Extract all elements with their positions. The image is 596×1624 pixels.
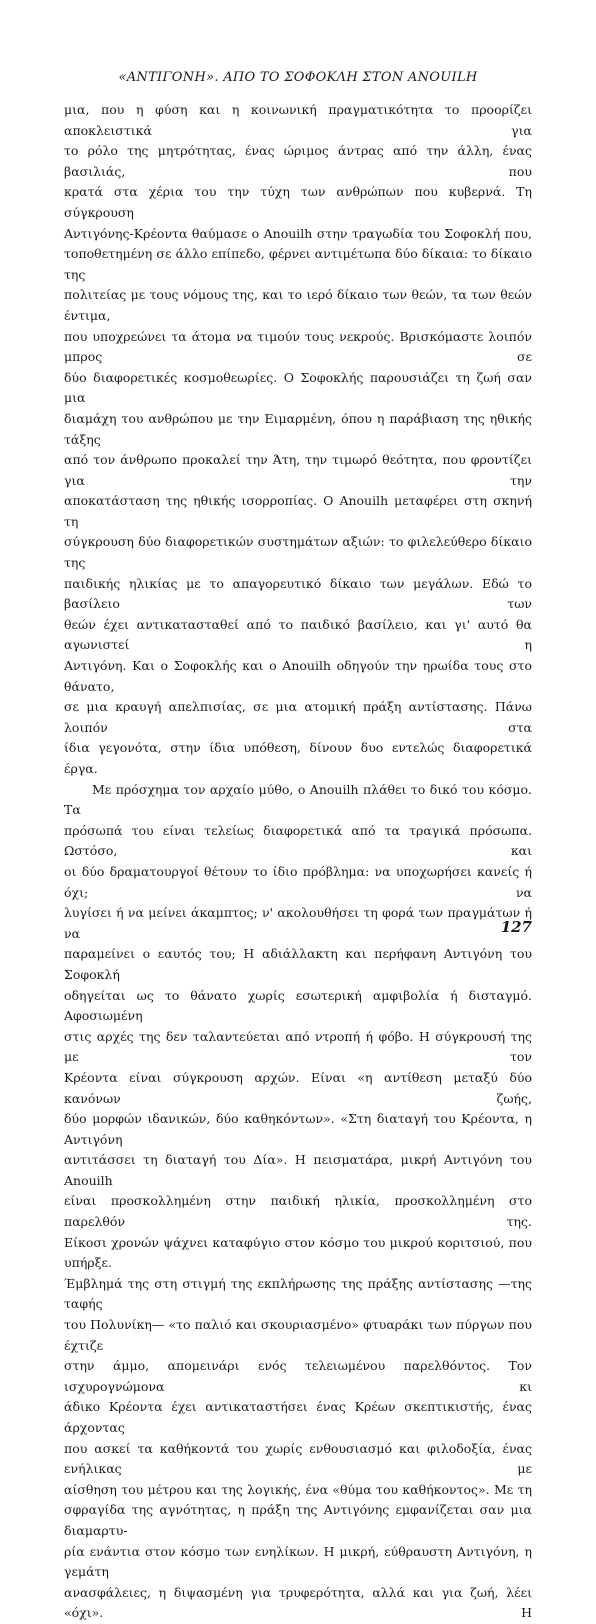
text-line: πολιτείας με τους νόμους της, και το ιερό δίκαιο των θεών, τα των θεών έντιμα,	[64, 287, 532, 323]
text-line: Κρέοντα είναι σύγκρουση αρχών. Είναι «η αντίθεση μεταξύ δύο κανόνων ζωής,	[64, 1069, 532, 1106]
text-line: που ασκεί τα καθήκοντά του χωρίς ενθουσιασμό και φιλοδοξία, ένας ενήλικας με	[64, 1440, 532, 1477]
text-line: του Πολυνίκη— «το παλιό και σκουριασμένο» φτυαράκι των πύργων που έχτιζε	[64, 1317, 532, 1353]
text-line: που υποχρεώνει τα άτομα να τιμούν τους νεκρούς. Βρισκόμαστε λοιπόν μπρος σε	[64, 328, 532, 365]
text-line: άδικο Κρέοντα έχει αντικαταστήσει ένας Κρέων σκεπτικιστής, ένας άρχοντας	[64, 1399, 532, 1435]
text-line: αντιτάσσει τη διαταγή του Δία». Η πεισματάρα, μικρή Αντιγόνη του Anouilh	[64, 1152, 532, 1188]
text-line: αποκατάσταση της ηθικής ισορροπίας. Ο Anouilh μεταφέρει στη σκηνή τη	[64, 493, 532, 529]
text-line: ανασφάλειες, η διψασμένη για τρυφερότητα, αλλά και για ζωή, λέει «όχι». Η	[64, 1584, 532, 1621]
text-line: Είκοσι χρονών ψάχνει καταφύγιο στον κόσμο του μικρού κοριτσιού, που υπήρξε.	[64, 1234, 532, 1271]
text-line: το ρόλο της μητρότητας, ένας ώριμος άντρας από την άλλη, ένας βασιλιάς, που	[64, 143, 532, 179]
text-line: Αντιγόνης-Κρέοντα θαύμασε ο Anouilh στην τραγωδία του Σοφοκλή που,	[64, 225, 532, 241]
text-line: τοποθετημένη σε άλλο επίπεδο, φέρνει αντιμέτωπα δύο δίκαια: το δίκαιο της	[64, 246, 532, 282]
running-head: «ΑΝΤΙΓΟΝΗ». ΑΠΟ ΤΟ ΣΟΦΟΚΛΗ ΣΤΟΝ ANOUILH	[118, 70, 478, 85]
text-line: ίδια γεγονότα, στην ίδια υπόθεση, δίνουν δυο εντελώς διαφορετικά έργα.	[64, 740, 532, 776]
text-line: δύο μορφών ιδανικών, δύο καθηκόντων». «Στη διαταγή του Κρέοντα, η Αντιγόνη	[64, 1111, 532, 1147]
text-line: παιδικής ηλικίας με το απαγορευτικό δίκαιο των μεγάλων. Εδώ το βασίλειο των	[64, 575, 532, 612]
text-line: πρόσωπά του είναι τελείως διαφορετικά από τα τραγικά πρόσωπα. Ωστόσο, και	[64, 822, 532, 859]
body-text	[64, 100, 532, 1624]
paragraph-1	[64, 100, 532, 780]
text-line: οι δύο δραματουργοί θέτουν το ίδιο πρόβλημα: να υποχωρήσει κανείς ή όχι; να	[64, 863, 532, 900]
text-line: κρατά στα χέρια του την τύχη των ανθρώπων που κυβερνά. Τη σύγκρουση	[64, 184, 532, 220]
text-line: αίσθηση του μέτρου και της λογικής, ένα «θύμα του καθήκοντος». Με τη	[64, 1481, 532, 1497]
text-line: οδηγείται ως το θάνατο χωρίς εσωτερική αμφιβολία ή δισταγμό. Αφοσιωμένη	[64, 987, 532, 1024]
text-line: σε μια κραυγή απελπισίας, σε μια ατομική πράξη αντίστασης. Πάνω λοιπόν στα	[64, 699, 532, 735]
page-number: 127	[500, 918, 532, 936]
text-line: διαμάχη του ανθρώπου με την Ειμαρμένη, όπου η παράβιαση της ηθικής τάξης	[64, 410, 532, 447]
text-line: ρία ενάντια στον κόσμο των ενηλίκων. Η μικρή, εύθραυστη Αντιγόνη, η γεμάτη	[64, 1543, 532, 1580]
text-line: θεών έχει αντικατασταθεί από το παιδικό βασίλειο, και γι' αυτό θα αγωνιστεί η	[64, 616, 532, 653]
text-line: μια, που η φύση και η κοινωνική πραγματικότητα το προορίζει αποκλειστικά για	[64, 102, 532, 138]
text-line: στην άμμο, απομεινάρι ενός τελειωμένου παρελθόντος. Τον ισχυρογνώμονα κι	[64, 1358, 532, 1394]
text-line: Έμβλημά της στη στιγμή της εκπλήρωσης της πράξης αντίστασης —της ταφής	[64, 1275, 532, 1312]
paragraph-2	[64, 780, 532, 1624]
text-line: είναι προσκολλημένη στην παιδική ηλικία, προσκολλημένη στο παρελθόν της.	[64, 1193, 532, 1230]
text-line: λυγίσει ή να μείνει άκαμπτος; ν' ακολουθήσει τη φορά των πραγμάτων ή να	[64, 905, 532, 941]
text-line: σφραγίδα της αγνότητας, η πράξη της Αντιγόνης εμφανίζεται σαν μια διαμαρτυ-	[64, 1502, 532, 1538]
text-line: στις αρχές της δεν ταλαντεύεται από ντροπή ή φόβο. Η σύγκρουσή της με τον	[64, 1028, 532, 1065]
text-line: παραμείνει ο εαυτός του; Η αδιάλλακτη και περήφανη Αντιγόνη του Σοφοκλή	[64, 946, 532, 982]
text-line: σύγκρουση δύο διαφορετικών συστημάτων αξιών: το φιλελεύθερο δίκαιο της	[64, 534, 532, 571]
text-line: από τον άνθρωπο προκαλεί την Άτη, την τιμωρό θεότητα, που φροντίζει για την	[64, 452, 532, 488]
text-line: Αντιγόνη. Και ο Σοφοκλής και ο Anouilh οδηγούν την ηρωίδα τους στο θάνατο,	[64, 658, 532, 694]
text-line: Με πρόσχημα τον αρχαίο μύθο, ο Anouilh πλάθει το δικό του κόσμο. Τα	[64, 781, 532, 818]
text-line: δύο διαφορετικές κοσμοθεωρίες. Ο Σοφοκλής παρουσιάζει τη ζωή σαν μια	[64, 369, 532, 406]
